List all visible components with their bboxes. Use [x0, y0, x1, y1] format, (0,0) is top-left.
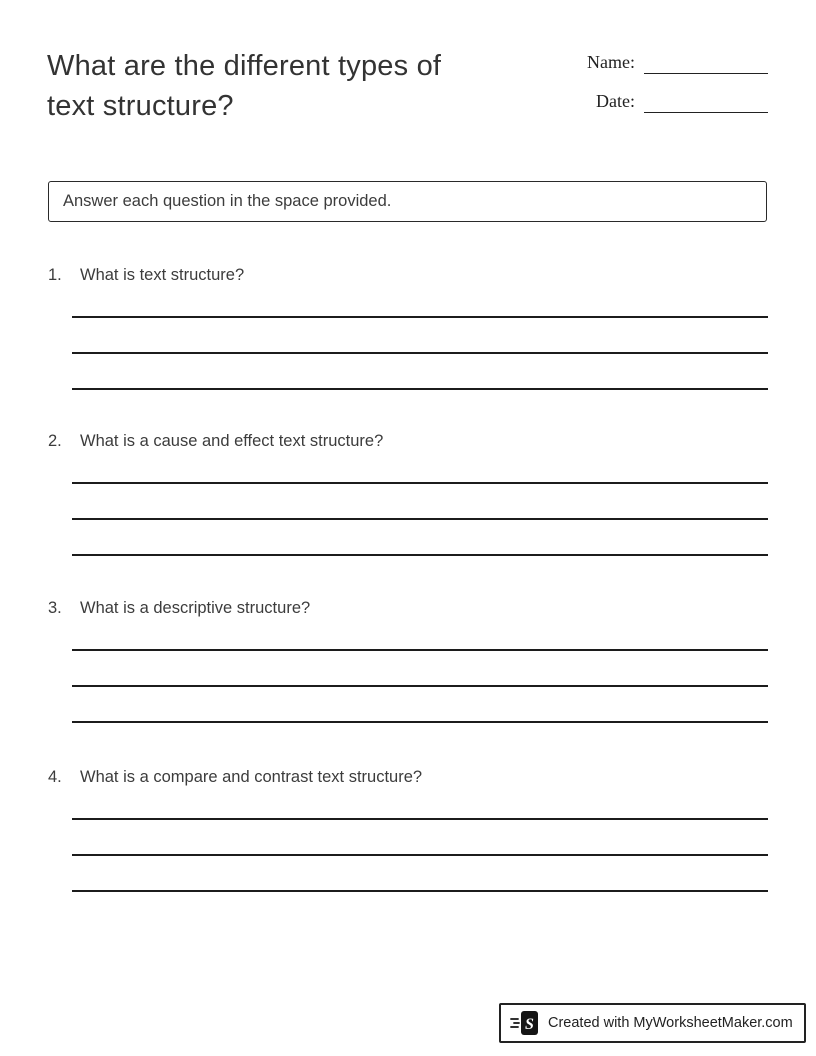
name-label: Name:	[587, 52, 635, 72]
answer-line	[72, 651, 768, 687]
answer-line	[72, 618, 768, 651]
question-2-answer-area	[72, 451, 768, 556]
answer-line	[72, 787, 768, 820]
svg-text:S: S	[525, 1016, 534, 1033]
question-2-number: 2.	[48, 432, 62, 450]
page-title-line-1: What are the different types of	[47, 50, 442, 82]
credit-text: Created with MyWorksheetMaker.com	[548, 1015, 793, 1031]
answer-line	[72, 520, 768, 556]
question-3-answer-area	[72, 618, 768, 723]
question-4-number: 4.	[48, 768, 62, 786]
question-2	[48, 431, 768, 556]
question-2-row	[48, 431, 768, 451]
answer-line	[72, 451, 768, 484]
question-1	[48, 265, 768, 390]
question-4	[48, 767, 768, 892]
worksheet-maker-logo-icon	[509, 1009, 541, 1037]
question-4-text: What is a compare and contrast text structure?	[80, 768, 423, 786]
instructions-text: Answer each question in the space provided.	[63, 192, 392, 210]
date-label: Date:	[596, 91, 635, 111]
question-4-answer-area	[72, 787, 768, 892]
answer-line	[72, 820, 768, 856]
question-3-number: 3.	[48, 599, 62, 617]
answer-line	[72, 687, 768, 723]
question-2-text: What is a cause and effect text structure?	[80, 432, 384, 450]
page-title	[47, 46, 527, 126]
name-field-row	[560, 50, 768, 74]
answer-line	[72, 285, 768, 318]
answer-line	[72, 856, 768, 892]
question-3-text: What is a descriptive structure?	[80, 599, 311, 617]
question-3	[48, 598, 768, 723]
header-fields	[560, 50, 768, 128]
date-blank-line	[644, 95, 768, 113]
name-blank-line	[644, 56, 768, 74]
answer-line	[72, 318, 768, 354]
page-title-line-2: text structure?	[47, 90, 234, 122]
question-3-row	[48, 598, 768, 618]
question-4-row	[48, 767, 768, 787]
question-1-number: 1.	[48, 266, 62, 284]
question-1-text: What is text structure?	[80, 266, 245, 284]
credit-badge	[499, 1003, 806, 1043]
question-1-answer-area	[72, 285, 768, 390]
date-field-row	[560, 89, 768, 113]
answer-line	[72, 484, 768, 520]
answer-line	[72, 354, 768, 390]
question-1-row	[48, 265, 768, 285]
instructions-box	[48, 181, 767, 222]
